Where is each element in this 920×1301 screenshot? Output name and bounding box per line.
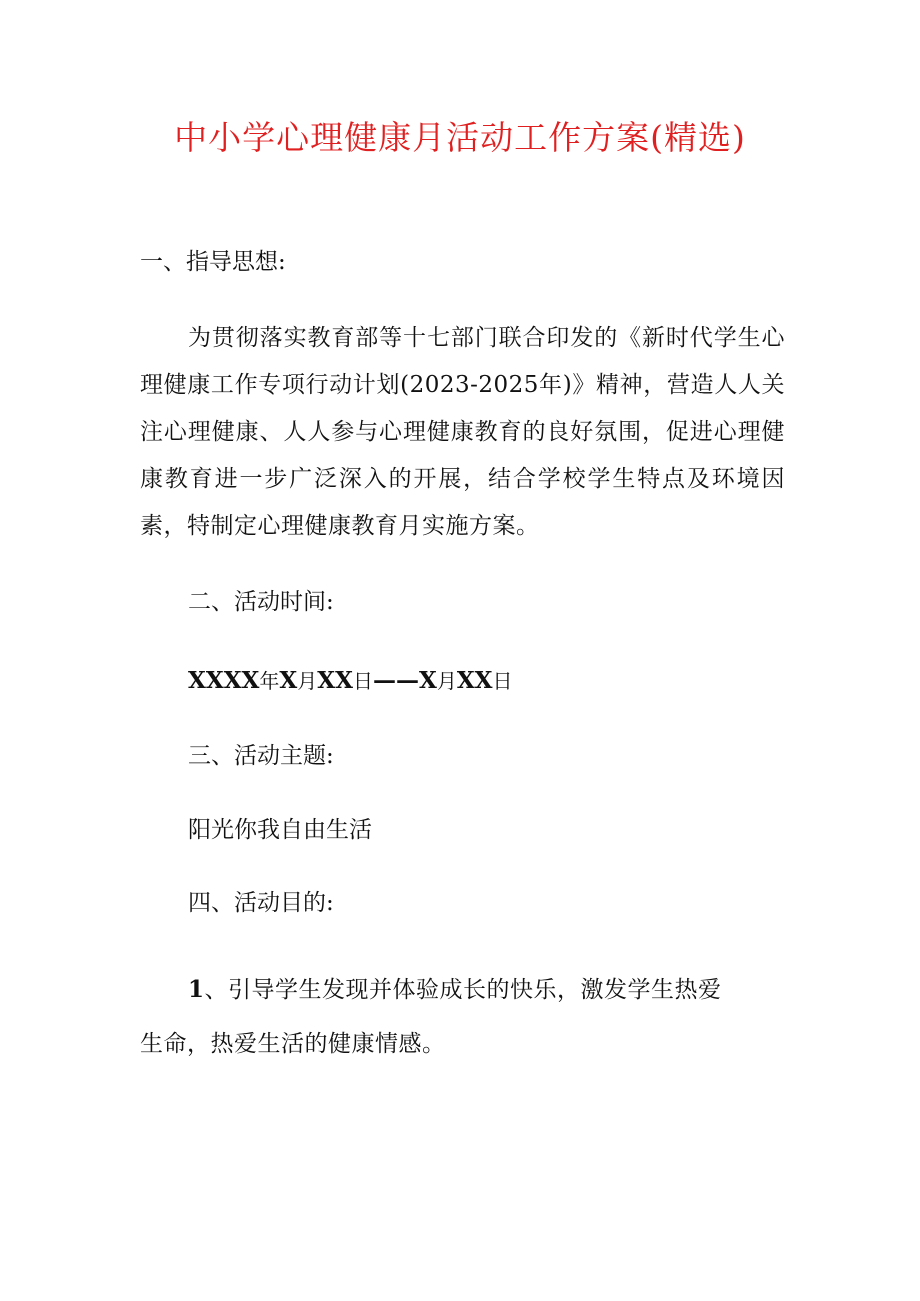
goal-item-number: 1 [188, 976, 205, 1003]
date-month-placeholder-start: X [279, 667, 298, 694]
section-heading-guiding-thought: 一、指导思想: [140, 249, 286, 275]
section-heading-theme: 三、活动主题: [188, 743, 334, 769]
date-day-unit-start: 日 [352, 669, 373, 693]
guiding-thought-paragraph: 为贯彻落实教育部等十七部门联合印发的《新时代学生心理健康工作专项行动计划(2023-2025年)》精神，营造人人关注心理健康、人人参与心理健康教育的良好氛围，促进心理健康教育进一步广泛深入的开展，结合学校学生特点及环境因素，特制定心理健康教育月实施方案。 [140, 325, 785, 539]
document-title: 中小学心理健康月活动工作方案(精选) [174, 118, 746, 157]
goal-item-text: 、引导学生发现并体验成长的快乐，激发学生热爱生命，热爱生活的健康情感。 [140, 977, 722, 1057]
activity-time-range [188, 665, 513, 694]
section-heading-goal: 四、活动目的: [188, 890, 334, 916]
section-heading-activity-time: 二、活动时间: [188, 589, 334, 615]
date-range-dash: —— [372, 667, 419, 694]
date-month-unit-start: 月 [297, 669, 318, 693]
theme-text: 阳光你我自由生活 [188, 817, 372, 843]
date-day-placeholder-start: XX [317, 667, 353, 694]
date-month-placeholder-end: X [418, 667, 437, 694]
date-year-placeholder: XXXX [188, 667, 260, 694]
date-year-unit: 年 [259, 669, 280, 693]
date-day-unit-end: 日 [492, 669, 513, 693]
date-day-placeholder-end: XX [456, 667, 493, 694]
goal-item-1 [140, 963, 730, 1071]
date-month-unit-end: 月 [436, 669, 457, 693]
